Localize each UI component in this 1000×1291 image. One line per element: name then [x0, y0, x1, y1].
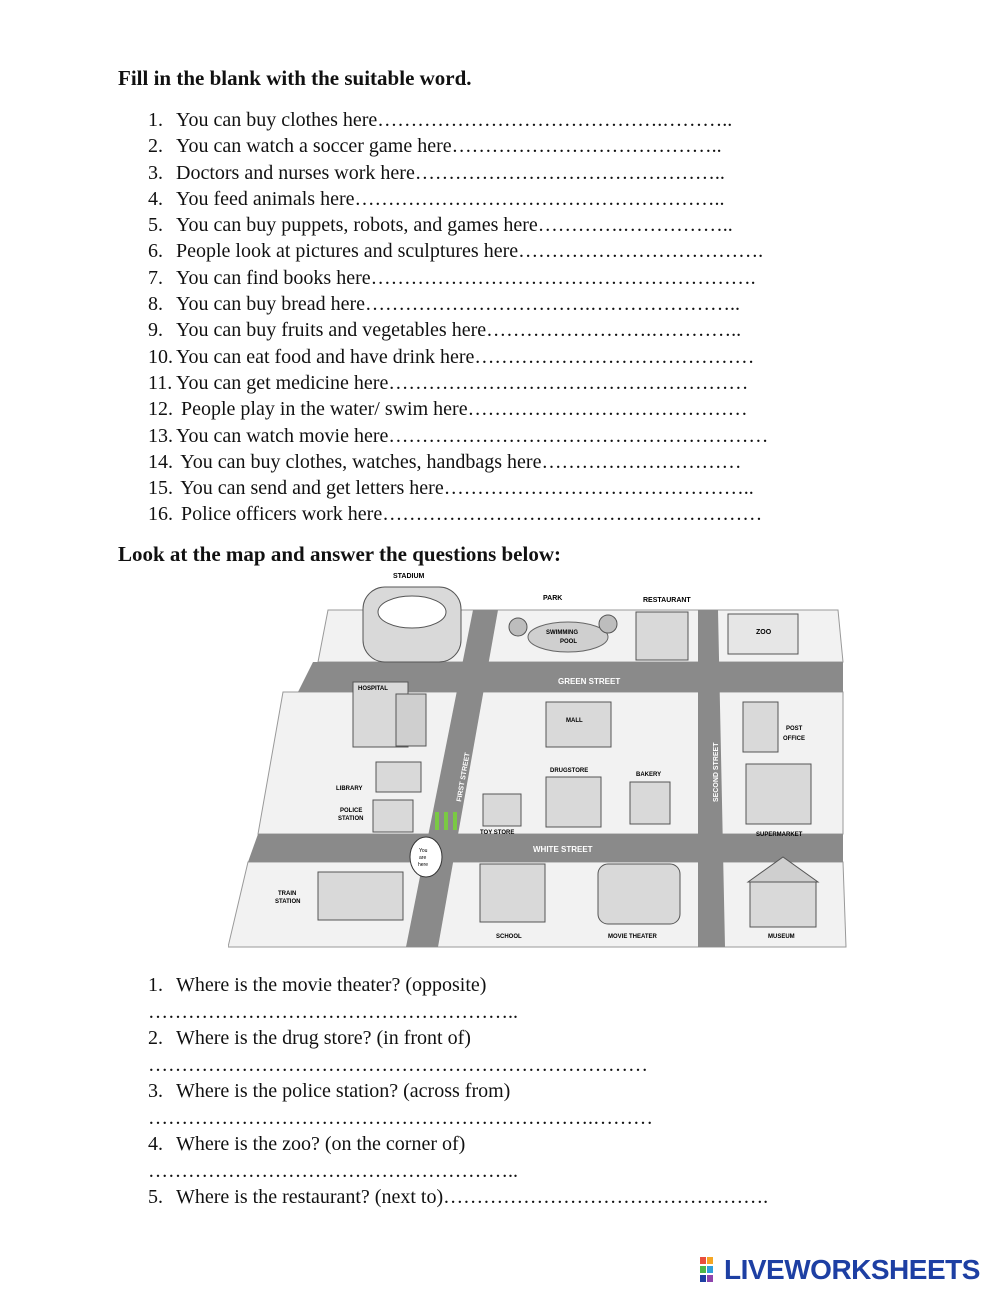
map-label-white-street: WHITE STREET [533, 845, 593, 854]
item-number: 15. [148, 477, 173, 500]
map-label-second-street: SECOND STREET [713, 742, 720, 802]
question-number: 3. [148, 1080, 163, 1102]
question-text: Where is the drug store? (in front of) [176, 1027, 471, 1049]
item-number: 2. [148, 135, 163, 158]
map-label-train-station: STATION [275, 899, 301, 905]
fill-blank-item [148, 160, 768, 186]
fill-blank-item [148, 344, 768, 370]
item-text: You can send and get letters here……………………………………….. [176, 477, 754, 500]
map-label-restaurant: RESTAURANT [643, 597, 691, 604]
item-number: 4. [148, 187, 163, 210]
map-label-police: POLICE [340, 808, 363, 814]
item-number: 3. [148, 161, 163, 184]
item-text: You can buy clothes here…………………………………….……….. [176, 109, 733, 131]
map-label-zoo: ZOO [756, 629, 772, 636]
school-building [480, 864, 545, 922]
map-label-office: OFFICE [783, 736, 805, 742]
map-label-park: PARK [543, 595, 563, 602]
question-text: Where is the zoo? (on the corner of) [176, 1133, 466, 1155]
crosswalk-stripe [444, 812, 448, 830]
fill-blank-item [148, 423, 768, 449]
answer-blank[interactable]: ……………………………………………….. [148, 1159, 518, 1182]
map-label-toy-store: TOY STORE [480, 830, 515, 836]
item-number: 6. [148, 240, 163, 263]
item-number: 7. [148, 266, 163, 289]
item-text: You can buy clothes, watches, handbags here………………………… [176, 450, 742, 473]
fill-blank-list [148, 107, 768, 528]
map-label-you: You [419, 848, 428, 854]
fill-blank-item [148, 501, 768, 527]
map-label-here: here [418, 862, 429, 868]
fill-blank-item [148, 475, 768, 501]
map-label-drugstore: DRUGSTORE [550, 768, 589, 774]
restaurant-building [636, 612, 688, 660]
item-text: You can buy puppets, robots, and games here………….…………….. [176, 214, 733, 237]
crosswalk-stripe [435, 812, 439, 830]
question-text: Where is the movie theater? (opposite) [176, 974, 487, 996]
library-building [376, 762, 421, 792]
map-label-mall: MALL [566, 718, 583, 724]
question-number: 4. [148, 1133, 163, 1155]
movie-theater-building [598, 864, 680, 924]
map-label-museum: MUSEUM [768, 934, 795, 940]
fill-blank-item [148, 265, 768, 291]
bakery-building [630, 782, 670, 824]
map-label-movie-theater: MOVIE THEATER [608, 934, 657, 940]
question-text: Where is the restaurant? (next to)…………………………………………. [176, 1186, 769, 1208]
item-text: You can buy fruits and vegetables here…………………….………….. [176, 319, 742, 342]
map-label-train: TRAIN [278, 891, 297, 897]
liveworksheets-logo-icon [700, 1257, 722, 1283]
fill-blank-item [148, 107, 768, 133]
item-text: You can eat food and have drink here…………………………………… [176, 345, 755, 368]
question-number: 5. [148, 1186, 163, 1208]
question-number: 2. [148, 1027, 163, 1049]
drugstore-building [546, 777, 601, 827]
map-question-item [148, 1184, 768, 1211]
item-number: 16. [148, 503, 173, 526]
map-label-station: STATION [338, 816, 364, 822]
item-text: You can watch a soccer game here………………………………….. [176, 135, 722, 158]
item-number: 13. [148, 424, 173, 447]
item-number: 12. [148, 398, 173, 421]
item-text: Doctors and nurses work here……………………………………….. [176, 161, 725, 184]
item-text: People look at pictures and sculptures here………………………………. [176, 240, 764, 263]
map-question-item [148, 1131, 768, 1184]
mall-building [546, 702, 611, 747]
answer-blank[interactable]: ……………………………………………….. [148, 1000, 518, 1023]
item-number: 9. [148, 319, 163, 342]
crosswalk-stripe [453, 812, 457, 830]
item-text: You can watch movie here………………………………………………… [176, 424, 769, 447]
fill-blank-item [148, 212, 768, 238]
town-map [228, 572, 848, 950]
map-label-are: are [419, 855, 427, 861]
map-label-stadium: STADIUM [393, 573, 425, 580]
question-number: 1. [148, 974, 163, 996]
map-label-bakery: BAKERY [636, 772, 662, 778]
item-number: 14. [148, 450, 173, 473]
map-question-item [148, 972, 768, 1025]
map-label-hospital: HOSPITAL [358, 686, 388, 692]
liveworksheets-logo-text: LIVEWORKSHEETS [724, 1254, 980, 1285]
map-questions-list [148, 972, 768, 1211]
map-label-green-street: GREEN STREET [558, 677, 621, 686]
map-label-supermarket: SUPERMARKET [756, 832, 803, 838]
item-number: 1. [148, 109, 163, 131]
map-question-item [148, 1078, 768, 1131]
map-label-swimming: SWIMMING [546, 630, 578, 636]
fill-blank-item [148, 396, 768, 422]
museum-building [750, 882, 816, 927]
police-station-building [373, 800, 413, 832]
item-text: You can buy bread here…………………………….………………….. [176, 293, 741, 316]
item-number: 11. [148, 371, 173, 394]
answer-blank[interactable]: ………………………………………………………….……… [148, 1106, 653, 1129]
supermarket-building [746, 764, 811, 824]
fill-blank-item [148, 449, 768, 475]
item-text: You feed animals here……………………………………………….. [176, 187, 725, 210]
map-label-post: POST [786, 726, 803, 732]
swimming-pool [528, 622, 608, 652]
fill-blank-item [148, 186, 768, 212]
item-text: You can get medicine here……………………………………………… [176, 371, 749, 394]
fill-blank-item [148, 370, 768, 396]
fill-blank-item [148, 238, 768, 264]
item-text: Police officers work here………………………………………………… [176, 503, 763, 526]
fill-blank-item [148, 291, 768, 317]
fill-blank-item [148, 317, 768, 343]
map-label-first-street: FIRST STREET [456, 752, 472, 803]
item-text: You can find books here…………………………………………………. [176, 266, 756, 289]
answer-blank[interactable]: ………………………………………………………………… [148, 1053, 648, 1076]
item-text: People play in the water/ swim here…………………………………… [176, 398, 748, 421]
post-office-building [743, 702, 778, 752]
map-label-pool: POOL [560, 639, 578, 645]
fill-blank-heading: Fill in the blank with the suitable word. [118, 66, 472, 90]
map-label-library: LIBRARY [336, 786, 363, 792]
toy-store-building [483, 794, 521, 826]
item-number: 8. [148, 293, 163, 316]
map-questions-heading: Look at the map and answer the questions below: [118, 542, 561, 566]
item-number: 5. [148, 214, 163, 237]
train-station-building [318, 872, 403, 920]
question-text: Where is the police station? (across from) [176, 1080, 511, 1102]
fill-blank-item [148, 133, 768, 159]
map-question-item [148, 1025, 768, 1078]
item-number: 10. [148, 345, 173, 368]
liveworksheets-logo [700, 1254, 980, 1286]
map-label-school: SCHOOL [496, 934, 522, 940]
